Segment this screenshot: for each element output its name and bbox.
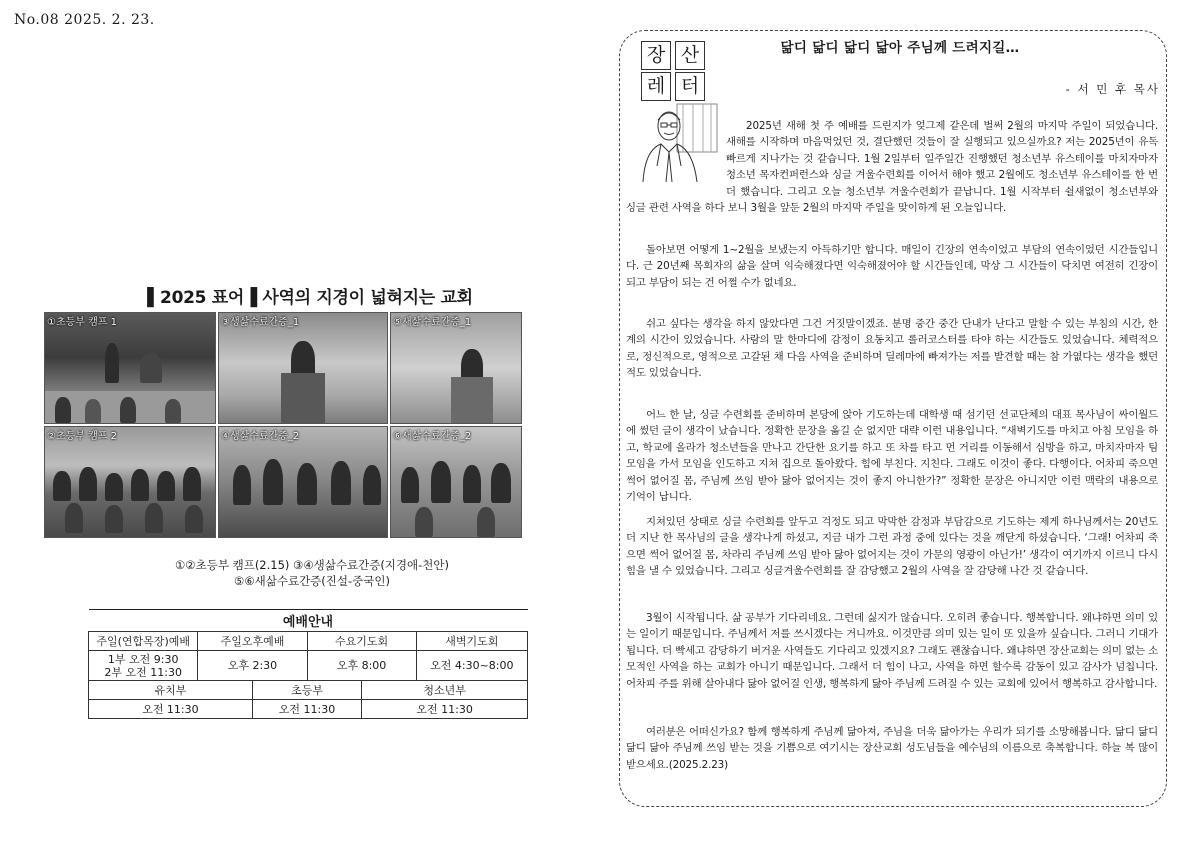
photo-new-life-testimony-1 xyxy=(390,312,522,424)
header-youth: 청소년부 xyxy=(362,681,528,700)
header-dawn-prayer: 새벽기도회 xyxy=(416,632,527,651)
letter-title: 닮디 닮디 닮디 닮아 주님께 드려지길… xyxy=(780,40,1020,56)
badge-char: 터 xyxy=(675,72,705,101)
letter-paragraph-6: 3월이 시작됩니다. 삶 공부가 기다리네요. 그런데 싫지가 않습니다. 오히려 좋습니다. 행복합니다. 왜냐하면 의미 있는 일이기 때문입니다. 주님께서 저를 쓰시겠다는 거니까요. 이것만큼 의미 있는 일이 또 있을까 싶습니다. 그러니 기대가 됩니다. 더 빡세고 감당하기 버거운 사역들도 기다리고 있겠지요? 그래도 괜찮습니다. 왜냐하면 장산교회는 의미 없는 소모적인 사역을 하는 교회가 아니기 때문입니다. 그래서 더 힘이 나고, 사역을 하면 할수록 감동이 있고 감사가 넘칩니다. 어차피 주를 위해 살아내다 닳아 없어질 인생, 행복하게 닳아 주님께 드려질 수 있는 교회에 있어서 행복하고 감사합니다. xyxy=(626,612,1158,690)
photo-captions xyxy=(130,557,494,589)
badge-char: 산 xyxy=(675,41,705,70)
badge-char: 레 xyxy=(641,72,671,101)
letter-paragraph-3: 쉬고 싶다는 생각을 하지 않았다면 그건 거짓말이겠죠. 분명 중간 중간 단내가 난다고 말할 수 있는 부침의 시간, 한계의 시간이 있었습니다. 사람의 말 한마디에 감정이 요동치고 롤러코스터를 타야 하는 시간들도 있었습니다. 체력적으로, 정신적으로, 영적으로 고갈된 채 다음 사역을 준비하며 딜레마에 빠져가는 저를 발견할 때는 참 가엾다는 생각을 했던 적도 있었습니다. xyxy=(626,318,1158,380)
time-wednesday-prayer: 오후 8:00 xyxy=(307,651,416,681)
photo-label: ③생삶수료간증_1 xyxy=(221,317,300,328)
photo-label: ④생삶수료간증_2 xyxy=(221,431,300,442)
worship-schedule-table xyxy=(88,609,528,719)
worship-title: 예배안내 xyxy=(89,610,528,632)
photo-label: ⑥새삶수료간증_2 xyxy=(393,431,472,442)
photo-elementary-camp-1 xyxy=(44,312,216,424)
photo-testimony-2 xyxy=(218,426,388,538)
time-second-service: 2부 오전 11:30 xyxy=(104,665,182,679)
time-first-service: 1부 오전 9:30 xyxy=(107,652,179,666)
photo-elementary-camp-2 xyxy=(44,426,216,538)
issue-number: No.08 2025. 2. 23. xyxy=(14,12,155,28)
header-elementary: 초등부 xyxy=(252,681,361,700)
letter-paragraph-1 xyxy=(626,118,1158,216)
letter-paragraph-5: 지쳐있던 상태로 싱글 수련회를 앞두고 걱정도 되고 막막한 감정과 부담감으로 기도하는 제게 하나님께서는 20년도 더 지난 한 목사님의 글을 생각나게 하셨고, 지금 내가 그런 과정 중에 있다는 것을 깨닫게 하셨습니다. ‘그래! 어차피 죽으면 썩어 없어질 몸, 차라리 주님께 쓰임 받아 닳아 없어지는 것이 가문의 영광이 아닌가!’ 생각이 여기까지 이르니 다시 힘을 낼 수 있었습니다. 그리고 싱글겨울수련회를 잘 감당했고 2월의 사역을 잘 감당해 나간 것 같습니다. xyxy=(626,516,1158,578)
badge-char: 장 xyxy=(641,41,671,70)
photo-new-life-testimony-2 xyxy=(390,426,522,538)
paragraph-text: 2025년 새해 첫 주 예배를 드린지가 엊그제 같은데 벌써 2월의 마지막 주일이 되었습니다. 새해를 시작하며 마음먹었던 것, 결단했던 것들이 잘 실행되고 있으실까요? 저는 2025년이 유독 빠르게 지나가는 것 같습니다. 1월 2일부터 일주일간 진행했던 청소년부 유스테이를 마치자마자 청소년 목자컨퍼런스와 싱글 겨울수련회를 이어서 해야 했고 2월에도 청소년부 유스테이를 한 번 더 했습니다. 그리고 오늘 청소년부 겨울수련회가 끝납니다. 1월 시작부터 쉴새없이 청소년부와 싱글 관련 사역을 하다 보니 3월을 앞둔 2월의 마지막 주일을 맞이하게 된 오늘입니다. xyxy=(626,120,1158,215)
caption-line: ⑤⑥새삶수료간증(진설-중국인) xyxy=(234,574,390,588)
letter-paragraph-7: 여러분은 어떠신가요? 함께 행복하게 주님께 닮아져, 주님을 더욱 닮아가는 우리가 되기를 소망해봅니다. 닮디 닮디 닮디 닮아 주님께 쓰임 받는 것을 기쁨으로 여기시는 장산교회 성도님들을 예수님의 이름으로 축복합니다. 하늘 복 많이 받으세요.(2025.2.23) xyxy=(626,726,1158,771)
annual-motto: ▌2025 표어▐ 사역의 지경이 넓혀지는 교회 xyxy=(147,288,473,308)
photo-testimony-1 xyxy=(218,312,388,424)
time-youth: 오전 11:30 xyxy=(362,700,528,719)
time-kindergarten: 오전 11:30 xyxy=(89,700,253,719)
time-dawn-prayer: 오전 4:30~8:00 xyxy=(416,651,527,681)
header-sunday-service: 주일(연합목장)예배 xyxy=(89,632,198,651)
header-kindergarten: 유치부 xyxy=(89,681,253,700)
photo-label: ⑤새삶수료간증_1 xyxy=(393,317,472,328)
header-sunday-afternoon: 주일오후예배 xyxy=(198,632,307,651)
letter-paragraph-2: 돌아보면 어떻게 1~2월을 보냈는지 아득하기만 합니다. 매일이 긴장의 연속이었고 부담의 연속이었던 시간들입니다. 근 20년째 목회자의 삶을 살며 익숙해졌다면 익숙해졌어야 할 시간들인데, 막상 그 시간들이 닥치면 여전히 긴장이 되고 부담이 되는 건 어쩔 수가 없네요. xyxy=(626,244,1158,289)
letter-paragraph-4: 어느 한 날, 싱글 수련회를 준비하며 본당에 앉아 기도하는데 대학생 때 섬기던 선교단체의 대표 목사님이 싸이월드에 썼던 글이 생각이 났습니다. 정확한 문장을 옮길 순 없지만 대략 이런 내용입니다. “새벽기도를 마치고 아침 모임을 하고, 학교에 올라가 청소년들을 만나고 간단한 요기를 하고 또 차를 타고 먼 거리를 이동해서 심방을 하고, 마치자마자 팀 모임을 가서 모임을 인도하고 지쳐 집으로 돌아왔다. 힘에 부친다. 지친다. 그래도 이것이 좋다. 다행이다. 어차피 죽으면 썩어 없어질 몸, 주님께 쓰임 받아 닳아 없어지는 것이 좋지 아니한가?” 정확한 문장은 아니지만 이런 맥락의 내용으로 기억이 납니다. xyxy=(626,409,1158,504)
letter-author: - 서 민 후 목사 xyxy=(1065,82,1160,96)
header-wednesday-prayer: 수요기도회 xyxy=(307,632,416,651)
photo-grid xyxy=(44,312,522,538)
time-sunday-afternoon: 오후 2:30 xyxy=(198,651,307,681)
photo-label: ②초등부 캠프 2 xyxy=(47,431,117,442)
photo-label: ①초등부 캠프 1 xyxy=(47,317,117,328)
time-elementary: 오전 11:30 xyxy=(252,700,361,719)
time-sunday-service xyxy=(89,651,198,681)
caption-line: ①②초등부 캠프(2.15) ③④생삶수료간증(지경애-천안) xyxy=(175,558,449,572)
